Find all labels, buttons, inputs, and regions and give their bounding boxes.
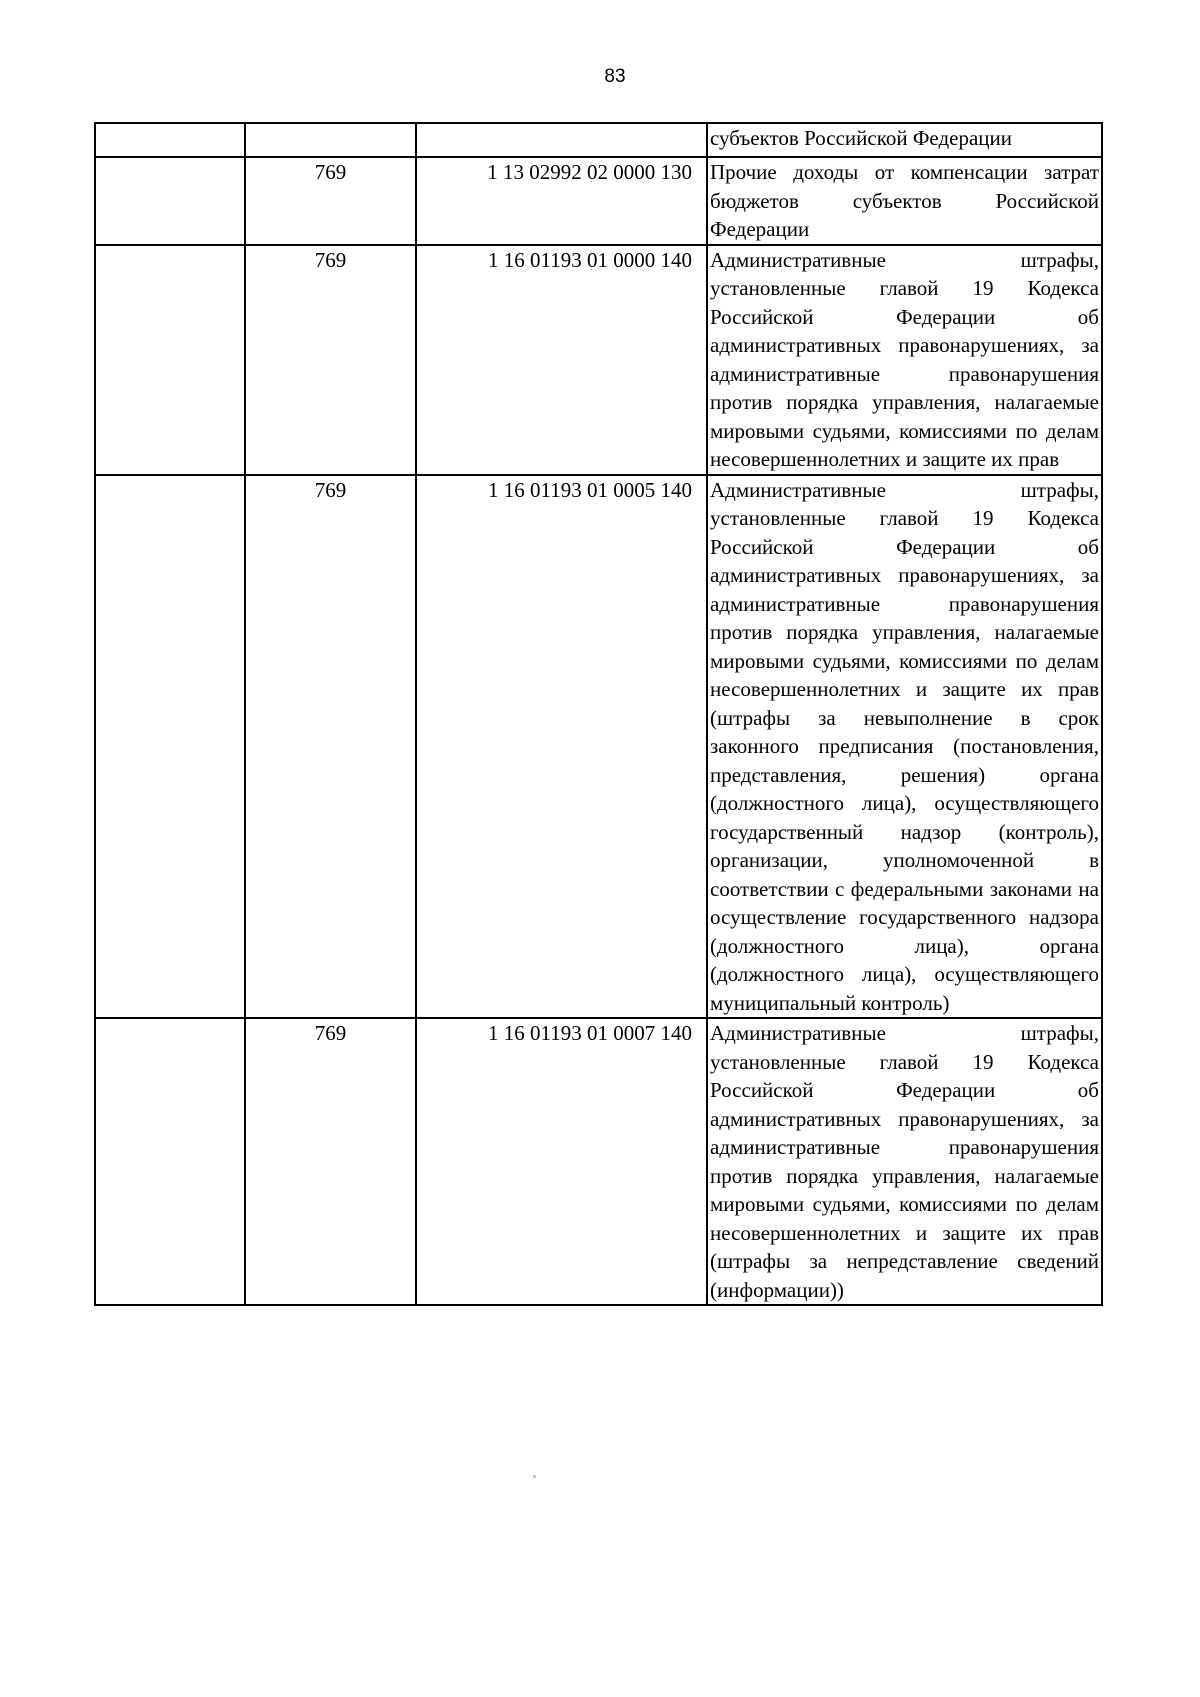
table-cell-blank: [95, 1018, 245, 1305]
kbk-code-cell: 1 16 01193 01 0007 140: [416, 1018, 707, 1305]
table-row: [95, 245, 1102, 475]
kbk-code-cell: 1 16 01193 01 0005 140: [416, 475, 707, 1019]
table-cell-blank: [95, 475, 245, 1019]
table-row: [95, 1018, 1102, 1305]
admin-code-cell: 769: [245, 245, 416, 475]
table-cell-blank: [95, 123, 245, 157]
table-row: [95, 123, 1102, 157]
description-cell: Административные штрафы, установленные главой 19 Кодекса Российской Федерации об административных правонарушениях, за административные правонарушения против порядка управления, налагаемые мировыми судьями, комиссиями по делам несовершеннолетних и защите их прав (штрафы за непредставление сведений (информации)): [707, 1018, 1102, 1305]
kbk-code-cell: [416, 123, 707, 157]
kbk-code-cell: 1 13 02992 02 0000 130: [416, 157, 707, 245]
budget-codes-table: [94, 122, 1103, 1306]
table-row: [95, 157, 1102, 245]
description-cell: Административные штрафы, установленные главой 19 Кодекса Российской Федерации об административных правонарушениях, за административные правонарушения против порядка управления, налагаемые мировыми судьями, комиссиями по делам несовершеннолетних и защите их прав (штрафы за невыполнение в срок законного предписания (постановления, представления, решения) органа (должностного лица), осуществляющего государственный надзор (контроль), организации, уполномоченной в соответствии с федеральными законами на осуществление государственного надзора (должностного лица), органа (должностного лица), осуществляющего муниципальный контроль): [707, 475, 1102, 1019]
table-cell-blank: [95, 245, 245, 475]
admin-code-cell: 769: [245, 1018, 416, 1305]
admin-code-cell: 769: [245, 157, 416, 245]
page-number: 83: [604, 66, 626, 87]
description-cell: Прочие доходы от компенсации затрат бюджетов субъектов Российской Федерации: [707, 157, 1102, 245]
scan-speck: [533, 1475, 536, 1478]
table-row: [95, 475, 1102, 1019]
table-cell-blank: [95, 157, 245, 245]
kbk-code-cell: 1 16 01193 01 0000 140: [416, 245, 707, 475]
admin-code-cell: [245, 123, 416, 157]
admin-code-cell: 769: [245, 475, 416, 1019]
description-cell: субъектов Российской Федерации: [707, 123, 1102, 157]
description-cell: Административные штрафы, установленные главой 19 Кодекса Российской Федерации об административных правонарушениях, за административные правонарушения против порядка управления, налагаемые мировыми судьями, комиссиями по делам несовершеннолетних и защите их прав: [707, 245, 1102, 475]
